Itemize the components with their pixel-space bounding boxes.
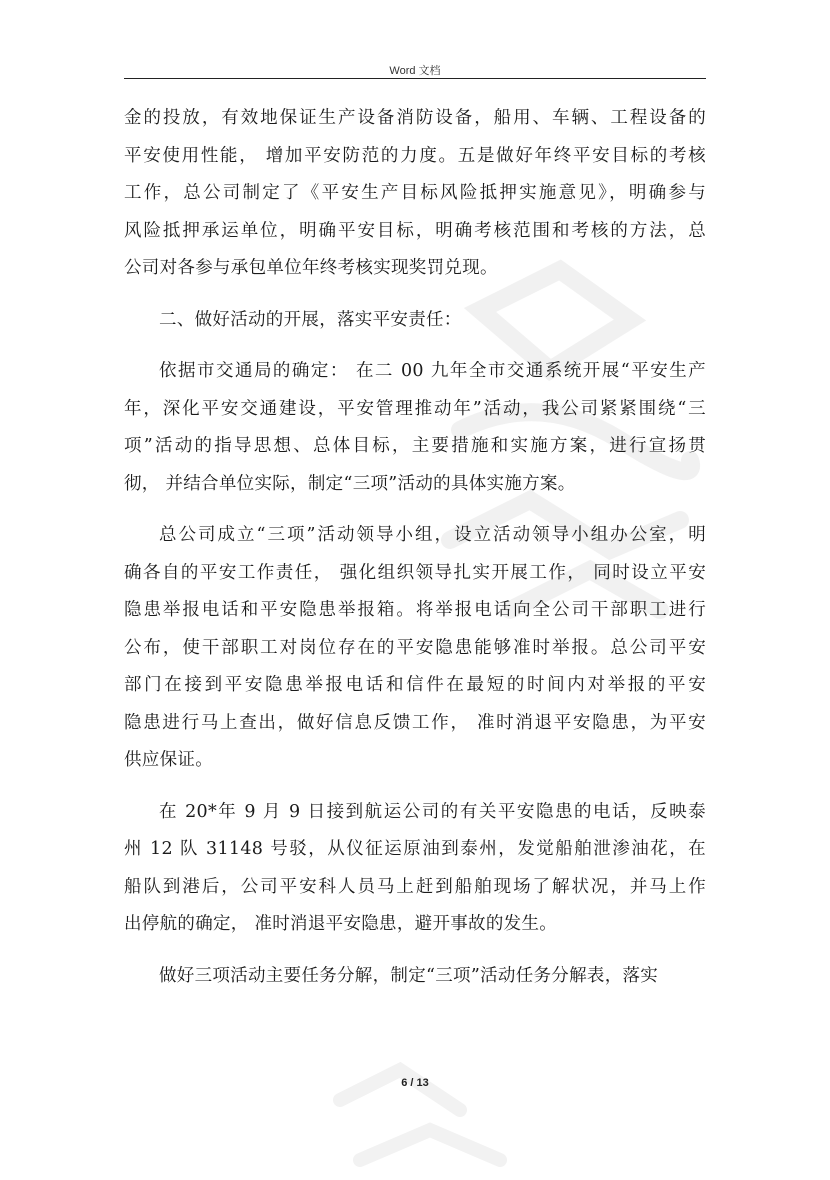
text-line: 公布，使干部职工对岗位存在的平安隐患能够准时举报。总公司平安 xyxy=(124,637,706,658)
paragraph xyxy=(124,100,706,288)
text-line: 隐患举报电话和平安隐患举报箱。将举报电话向全公司干部职工进行 xyxy=(124,600,706,620)
text-line: 平安使用性能， 增加平安防范的力度。五是做好年终平安目标的考核 xyxy=(124,145,706,166)
text-line: 州 12 队 31148 号驳，从仪征运原油到泰州，发觉船舶泄渗油花，在 xyxy=(124,839,706,859)
text-line: 项”活动的指导思想、总体目标，主要措施和实施方案，进行宣扬贯 xyxy=(124,436,706,456)
page-header: Word 文档 xyxy=(389,65,441,77)
text-line: 做好三项活动主要任务分解，制定“三项”活动任务分解表，落实 xyxy=(159,965,659,986)
page-number: 6 / 13 xyxy=(401,1077,429,1089)
text-line: 彻， 并结合单位实际，制定“三项”活动的具体实施方案。 xyxy=(124,473,576,494)
text-line: 公司对各参与承包单位年终考核实现奖罚兑现。 xyxy=(124,258,498,278)
text-line: 在 20*年 9 月 9 日接到航运公司的有关平安隐患的电话，反映泰 xyxy=(159,801,706,822)
text-line: 船队到港后，公司平安科人员马上赶到船舶现场了解状况，并马上作 xyxy=(124,876,706,897)
text-line: 确各自的平安工作责任， 强化组织领导扎实开展工作， 同时设立平安 xyxy=(124,562,706,583)
paragraph xyxy=(124,794,706,944)
document-body xyxy=(124,100,706,1009)
text-line: 工作，总公司制定了《平安生产目标风险抵押实施意见》，明确参与 xyxy=(124,183,706,203)
text-line: 总公司成立“三项”活动领导小组，设立活动领导小组办公室，明 xyxy=(159,525,706,545)
text-line: 隐患进行马上查出，做好信息反馈工作， 准时消退平安隐患，为平安 xyxy=(124,712,706,733)
text-line: 二、做好活动的开展，落实平安责任： xyxy=(159,309,462,330)
paragraph xyxy=(124,353,706,503)
text-line: 风险抵押承运单位，明确平安目标，明确考核范围和考核的方法，总 xyxy=(124,220,706,241)
paragraph xyxy=(124,958,706,996)
text-line: 供应保证。 xyxy=(124,750,213,770)
paragraph xyxy=(124,302,706,340)
text-line: 依据市交通局的确定： 在二 00 九年全市交通系统开展“平安生产 xyxy=(159,361,706,381)
text-line: 金的投放，有效地保证生产设备消防设备，船用、车辆、工程设备的 xyxy=(124,108,706,128)
watermark-graphic-lower xyxy=(320,1040,520,1180)
text-line: 年，深化平安交通建设，平安管理推动年”活动，我公司紧紧围绕“三 xyxy=(124,398,706,419)
text-line: 出停航的确定， 准时消退平安隐患，避开事故的发生。 xyxy=(124,914,558,934)
paragraph xyxy=(124,517,706,780)
text-line: 部门在接到平安隐患举报电话和信件在最短的时间内对举报的平安 xyxy=(124,675,706,695)
header-rule xyxy=(124,78,706,79)
